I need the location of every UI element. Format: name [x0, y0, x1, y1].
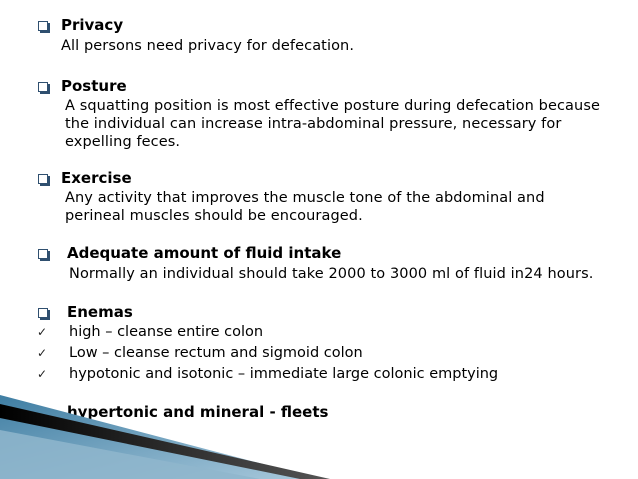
section-heading-privacy: Privacy	[61, 16, 124, 34]
enema-item-3: hypotonic and isotonic – immediate large colonic emptying	[69, 366, 499, 382]
checkmark-icon: ✓	[37, 367, 48, 381]
posture-text-line-3: expelling feces.	[65, 134, 181, 150]
section-heading-posture: Posture	[61, 77, 127, 95]
enema-item-1: high – cleanse entire colon	[69, 324, 264, 340]
section-heading-enemas: Enemas	[67, 303, 133, 321]
checkmark-icon: ✓	[37, 346, 48, 360]
exercise-text-line-2: perineal muscles should be encouraged.	[65, 208, 363, 224]
privacy-text: All persons need privacy for defecation.	[61, 38, 355, 54]
posture-text-line-2: the individual can increase intra-abdominal pressure, necessary for	[65, 116, 562, 132]
posture-text-line-1: A squatting position is most effective posture during defecation because	[65, 98, 600, 114]
checkmark-icon: ✓	[37, 325, 48, 339]
exercise-text-line-1: Any activity that improves the muscle tone of the abdominal and	[65, 190, 545, 206]
section-heading-hypertonic: hypertonic and mineral - fleets	[67, 403, 329, 421]
section-heading-fluid-intake: Adequate amount of fluid intake	[67, 244, 342, 262]
section-heading-exercise: Exercise	[61, 169, 132, 187]
enema-item-2: Low – cleanse rectum and sigmoid colon	[69, 345, 363, 361]
fluid-text: Normally an individual should take 2000 to 3000 ml of fluid in24 hours.	[69, 266, 594, 282]
